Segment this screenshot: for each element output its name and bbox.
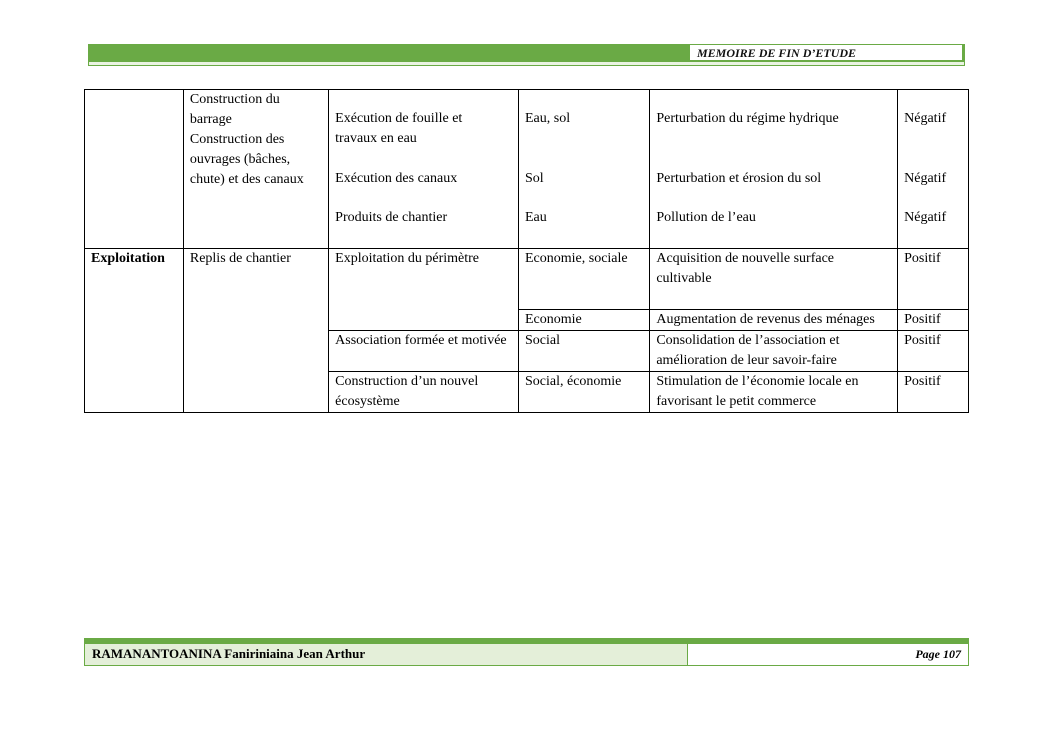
nature-cell: Positif [898, 249, 969, 310]
action-cell: Exploitation du périmètre [329, 249, 519, 331]
impact-cell: Acquisition de nouvelle surface cultivable [650, 249, 898, 310]
header-title: MEMOIRE DE FIN D’ETUDE [689, 44, 963, 61]
page-number: Page 107 [687, 643, 969, 666]
phase-cell: Exploitation [85, 249, 184, 413]
nature-cell: Positif [898, 372, 969, 413]
table-row [85, 249, 969, 310]
milieu-cell: Economie [518, 310, 649, 331]
nature-cell: Négatif Négatif Négatif [898, 90, 969, 249]
action-cell: Construction d’un nouvel écosystème [329, 372, 519, 413]
milieu-cell: Eau, sol Sol Eau [518, 90, 649, 249]
impact-cell: Consolidation de l’association et amélioration de leur savoir-faire [650, 331, 898, 372]
nature-cell: Positif [898, 310, 969, 331]
action-cell: Association formée et motivée [329, 331, 519, 372]
sub-phase-cell: Construction du barrage Construction des ouvrages (bâches, chute) et des canaux [183, 90, 328, 249]
impact-cell: Stimulation de l’économie locale en favorisant le petit commerce [650, 372, 898, 413]
impacts-table [84, 89, 969, 413]
table-row [85, 90, 969, 249]
footer-author: RAMANANTOANINA Faniriniaina Jean Arthur [84, 643, 687, 666]
milieu-cell: Social, économie [518, 372, 649, 413]
header-rule [88, 61, 965, 66]
milieu-cell: Social [518, 331, 649, 372]
impact-cell: Perturbation du régime hydrique Perturbation et érosion du sol Pollution de l’eau [650, 90, 898, 249]
sub-phase-cell: Replis de chantier [183, 249, 328, 413]
impact-cell: Augmentation de revenus des ménages [650, 310, 898, 331]
action-cell: Exécution de fouille et travaux en eau Exécution des canaux Produits de chantier [329, 90, 519, 249]
phase-cell [85, 90, 184, 249]
milieu-cell: Economie, sociale [518, 249, 649, 310]
nature-cell: Positif [898, 331, 969, 372]
